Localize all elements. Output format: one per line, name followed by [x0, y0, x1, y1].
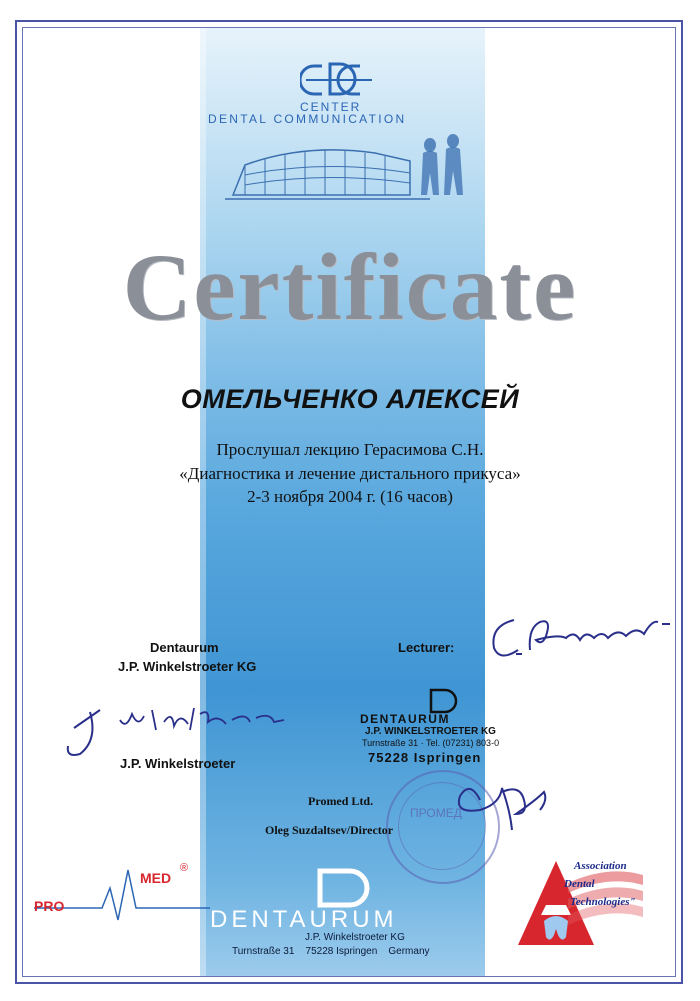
promed-director: Oleg Suzdaltsev/Director — [265, 823, 394, 837]
logo-center: CENTER — [300, 100, 362, 114]
promed-stamp-text: ПРОМЕД — [410, 806, 462, 820]
recipient-name: ОМЕЛЬЧЕНКО АЛЕКСЕЙ — [180, 384, 520, 414]
body-line-1: Прослушал лекцию Герасимова С.Н. — [216, 440, 484, 459]
promed-signature — [440, 770, 560, 840]
promed-company: Promed Ltd. — [308, 794, 374, 808]
issuer-company-full: J.P. Winkelstroeter KG — [118, 659, 257, 674]
promed-logo-med: MED — [140, 870, 172, 886]
certificate-title: Certificate — [122, 234, 578, 340]
footer-company: J.P. Winkelstroeter KG — [305, 932, 405, 943]
cdc-logo-mark — [300, 60, 380, 102]
footer-address: Turnstraße 31 75228 Ispringen Germany — [232, 946, 430, 957]
promed-logo-reg: ® — [180, 862, 189, 874]
dentaurum-stamp-logo — [395, 688, 505, 714]
issuer-signature — [60, 700, 290, 760]
stamp-city: 75228 Ispringen — [368, 750, 482, 765]
footer-brand: DENTAURUM — [210, 906, 398, 933]
lecturer-signature — [486, 600, 676, 670]
body-line-2: «Диагностика и лечение дистального прикуса» — [179, 464, 521, 483]
stamp-address: Turnstraße 31 · Tel. (07231) 803-0 — [362, 738, 500, 748]
issuer-company: Dentaurum — [150, 640, 219, 655]
issuer-signer: J.P. Winkelstroeter — [120, 756, 236, 771]
association-line-2: Dental — [564, 878, 595, 890]
promed-logo-pro: PRO — [34, 898, 65, 914]
stamp-company: J.P. WINKELSTROETER KG — [365, 726, 496, 737]
association-line-1: Association — [574, 860, 627, 872]
logo-dental-communication: DENTAL COMMUNICATION — [208, 112, 407, 126]
building-illustration — [225, 125, 470, 205]
stamp-brand: DENTAURUM — [360, 712, 450, 726]
lecturer-label: Lecturer: — [398, 640, 455, 655]
association-line-3: Technologies" — [570, 896, 636, 908]
body-line-3: 2-3 ноября 2004 г. (16 часов) — [247, 487, 453, 506]
dentaurum-footer-logo-mark — [300, 868, 390, 908]
